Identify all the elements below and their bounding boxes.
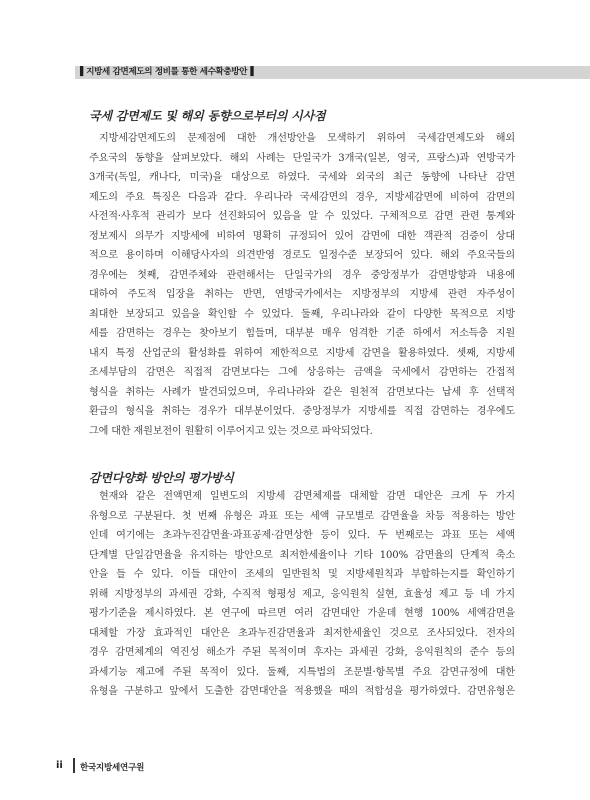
text-line: 지방세감면제도의 문제점에 대한 개선방안을 모색하기 위하여 국세감면제도와 해외 <box>99 133 515 144</box>
text-line: 현재와 같은 전액면제 일변도의 지방세 감면체제를 대체할 감면 대안은 크게 두 가지 <box>99 491 515 502</box>
text-line: 정보제시 의무가 지방세에 비하여 명확히 규정되어 있어 감면에 대한 객관적 검증이 상대 <box>89 230 515 242</box>
text-line: 그에 대한 재원보전이 원활히 이루어지고 있는 것으로 파악되었다. <box>89 425 373 437</box>
footer-separator <box>73 758 75 773</box>
text-line: 제도의 주요 특징은 다음과 같다. 우리나라 국세감면의 경우, 지방세감면에 비하여 감면의 <box>89 191 515 203</box>
text-line: 내지 특정 산업군의 활성화를 위하여 제한적으로 지방세 감면을 활용하였다. 셋째, 지방세 <box>89 347 515 359</box>
section-body-implications <box>89 129 515 441</box>
section-body-evaluation <box>89 487 515 702</box>
page-number: ii <box>56 760 63 771</box>
text-line: 3개국(독일, 캐나다, 미국)을 대상으로 하였다. 국세와 외국의 최근 동향에 나타난 감면 <box>89 172 515 183</box>
text-line: 세를 감면하는 경우는 찾아보기 힘들며, 대부분 매우 엄격한 기준 하에서 저소득층 지원 <box>89 328 515 339</box>
text-line: 경우 감면체계의 역진성 해소가 주된 목적이며 후자는 과세권 강화, 응익원칙의 준수 등의 <box>89 647 515 658</box>
text-line: 안을 들 수 있다. 이들 대안이 조세의 일반원칙 및 지방세원칙과 부합하는지를 확인하기 <box>89 569 515 580</box>
text-line: 과세기능 제고에 주된 목적이 있다. 둘째, 지특법의 조문별·항목별 주요 감면규정에 대한 <box>89 666 515 678</box>
text-line: 인데 여기에는 초과누진감면율·과표공제·감면상한 등이 있다. 두 번째로는 과표 또는 세액 <box>89 530 515 541</box>
text-line: 적으로 용이하며 이해당사자의 의견반영 경로도 일정수준 보장되어 있다. 해외 주요국들의 <box>89 250 515 261</box>
section-heading-implications: 국세 감면제도 및 해외 동향으로부터의 시사점 <box>89 109 326 123</box>
text-line: 주요국의 동향을 살펴보았다. 해외 사례는 단일국가 3개국(일본, 영국, 프랑스)과 연방국가 <box>89 152 515 164</box>
text-line: 위해 지방정부의 과세권 강화, 수직적 형평성 제고, 응익원칙 실현, 효율성 제고 등 네 가지 <box>89 588 515 600</box>
footer-organization: 한국지방세연구원 <box>80 763 145 773</box>
text-line: 최대한 보장되고 있음을 확인할 수 있었다. 둘째, 우리나라와 같이 다양한 목적으로 지방 <box>89 308 515 320</box>
text-line: 평가기준을 제시하였다. 본 연구에 따르면 여러 감면대안 가운데 현행 100% 세액감면을 <box>89 608 515 619</box>
section-heading-evaluation: 감면다양화 방안의 평가방식 <box>89 471 234 485</box>
text-line: 조세부담의 감면은 직접적 감면보다는 그에 상응하는 금액을 국세에서 감면하는 간접적 <box>89 367 515 378</box>
text-line: 환급의 형식을 취하는 경우가 대부분이었다. 중앙정부가 지방세를 직접 감면하는 경우에도 <box>89 406 515 417</box>
text-line: 경우에는 첫째, 감면주체와 관련해서는 단일국가의 경우 중앙정부가 감면방향과 내용에 <box>89 269 515 281</box>
text-line: 사전적·사후적 관리가 보다 선진화되어 있음을 알 수 있었다. 구체적으로 감면 관련 통계와 <box>89 211 515 222</box>
text-line: 형식을 취하는 사례가 발견되었으며, 우리나라와 같은 원천적 감면보다는 납세 후 선택적 <box>89 386 515 398</box>
text-line: 유형으로 구분된다. 첫 번째 유형은 과표 또는 세액 규모별로 감면율을 차등 적용하는 방안 <box>89 510 515 522</box>
text-line: 유형을 구분하고 앞에서 도출한 감면대안을 적용했을 때의 적합성을 평가하였다. 감면유형은 <box>89 686 515 697</box>
text-line: 대체할 가장 효과적인 대안은 초과누진감면율과 최저한세율인 것으로 조사되었다. 전자의 <box>89 627 515 639</box>
text-line: 대하여 주도적 입장을 취하는 반면, 연방국가에서는 지방정부의 지방세 관련 자주성이 <box>89 289 515 300</box>
running-header-title: ▌지방세 감면제도의 정비를 통한 세수확충방안▐ <box>80 67 254 77</box>
text-line: 단계별 단일감면율을 유지하는 방안으로 최저한세율이나 기타 100% 감면율의 단계적 축소 <box>89 549 515 561</box>
